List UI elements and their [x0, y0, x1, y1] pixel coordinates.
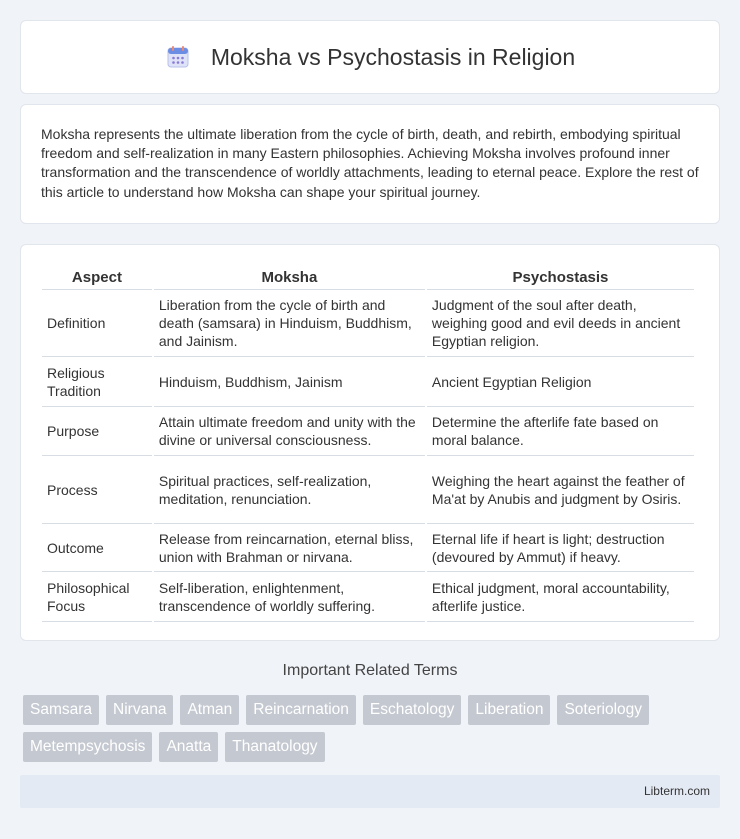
related-terms-title: Important Related Terms: [282, 662, 458, 679]
term-tag-nirvana[interactable]: Nirvana: [106, 695, 173, 725]
term-tag-liberation[interactable]: Liberation: [468, 695, 550, 725]
table-row: [42, 456, 694, 524]
header-aspect: Aspect: [42, 267, 152, 290]
table-row: [42, 357, 694, 407]
calendar-icon: [165, 44, 191, 70]
page-title: Moksha vs Psychostasis in Religion: [210, 43, 576, 70]
footer-site-link[interactable]: Libterm.com: [643, 784, 710, 798]
moksha-cell: Self-liberation, enlightenment, transcendence of worldly suffering.: [154, 572, 425, 622]
intro-paragraph: Moksha represents the ultimate liberation from the cycle of birth, death, and rebirth, embodying spiritual freedom and self-realization in many Eastern philosophies. Achieving Moksha involves profound inner transformation and the transcendence of worldly attachments, leading to eternal peace. Explore the rest of this article to understand how Moksha can shape your spiritual journey.: [41, 126, 699, 200]
table-row: [42, 524, 694, 572]
aspect-cell: Outcome: [42, 524, 152, 572]
psychostasis-cell: Ethical judgment, moral accountability, afterlife justice.: [427, 572, 694, 622]
aspect-cell: Process: [42, 456, 152, 524]
psychostasis-cell: Determine the afterlife fate based on moral balance.: [427, 407, 694, 456]
term-tag-metempsychosis[interactable]: Metempsychosis: [23, 732, 152, 762]
table-row: [42, 290, 694, 357]
table-row: [42, 572, 694, 622]
footer: [20, 775, 720, 808]
table-header-row: [42, 267, 694, 290]
term-tag-thanatology[interactable]: Thanatology: [225, 732, 324, 762]
header-card: [20, 20, 720, 94]
comparison-card: [20, 244, 720, 641]
moksha-cell: Liberation from the cycle of birth and death (samsara) in Hinduism, Buddhism, and Jainism.: [154, 290, 425, 357]
header-moksha: Moksha: [154, 267, 425, 290]
table-row: [42, 407, 694, 456]
term-tag-samsara[interactable]: Samsara: [23, 695, 99, 725]
related-terms-list: [23, 695, 723, 762]
term-tag-reincarnation[interactable]: Reincarnation: [246, 695, 356, 725]
term-tag-soteriology[interactable]: Soteriology: [557, 695, 649, 725]
moksha-cell: Spiritual practices, self-realization, meditation, renunciation.: [154, 456, 425, 524]
moksha-cell: Release from reincarnation, eternal bliss, union with Brahman or nirvana.: [154, 524, 425, 572]
psychostasis-cell: Eternal life if heart is light; destruction (devoured by Ammut) if heavy.: [427, 524, 694, 572]
term-tag-anatta[interactable]: Anatta: [159, 732, 218, 762]
psychostasis-cell: Weighing the heart against the feather of Ma'at by Anubis and judgment by Osiris.: [427, 456, 694, 524]
moksha-cell: Hinduism, Buddhism, Jainism: [154, 357, 425, 407]
intro-card: [20, 104, 720, 224]
psychostasis-cell: Judgment of the soul after death, weighing good and evil deeds in ancient Egyptian religion.: [427, 290, 694, 357]
comparison-table: [40, 267, 696, 622]
aspect-cell: Definition: [42, 290, 152, 357]
term-tag-atman[interactable]: Atman: [180, 695, 239, 725]
term-tag-eschatology[interactable]: Eschatology: [363, 695, 461, 725]
psychostasis-cell: Ancient Egyptian Religion: [427, 357, 694, 407]
aspect-cell: Philosophical Focus: [42, 572, 152, 622]
header-psychostasis: Psychostasis: [427, 267, 694, 290]
aspect-cell: Purpose: [42, 407, 152, 456]
aspect-cell: Religious Tradition: [42, 357, 152, 407]
moksha-cell: Attain ultimate freedom and unity with the divine or universal consciousness.: [154, 407, 425, 456]
